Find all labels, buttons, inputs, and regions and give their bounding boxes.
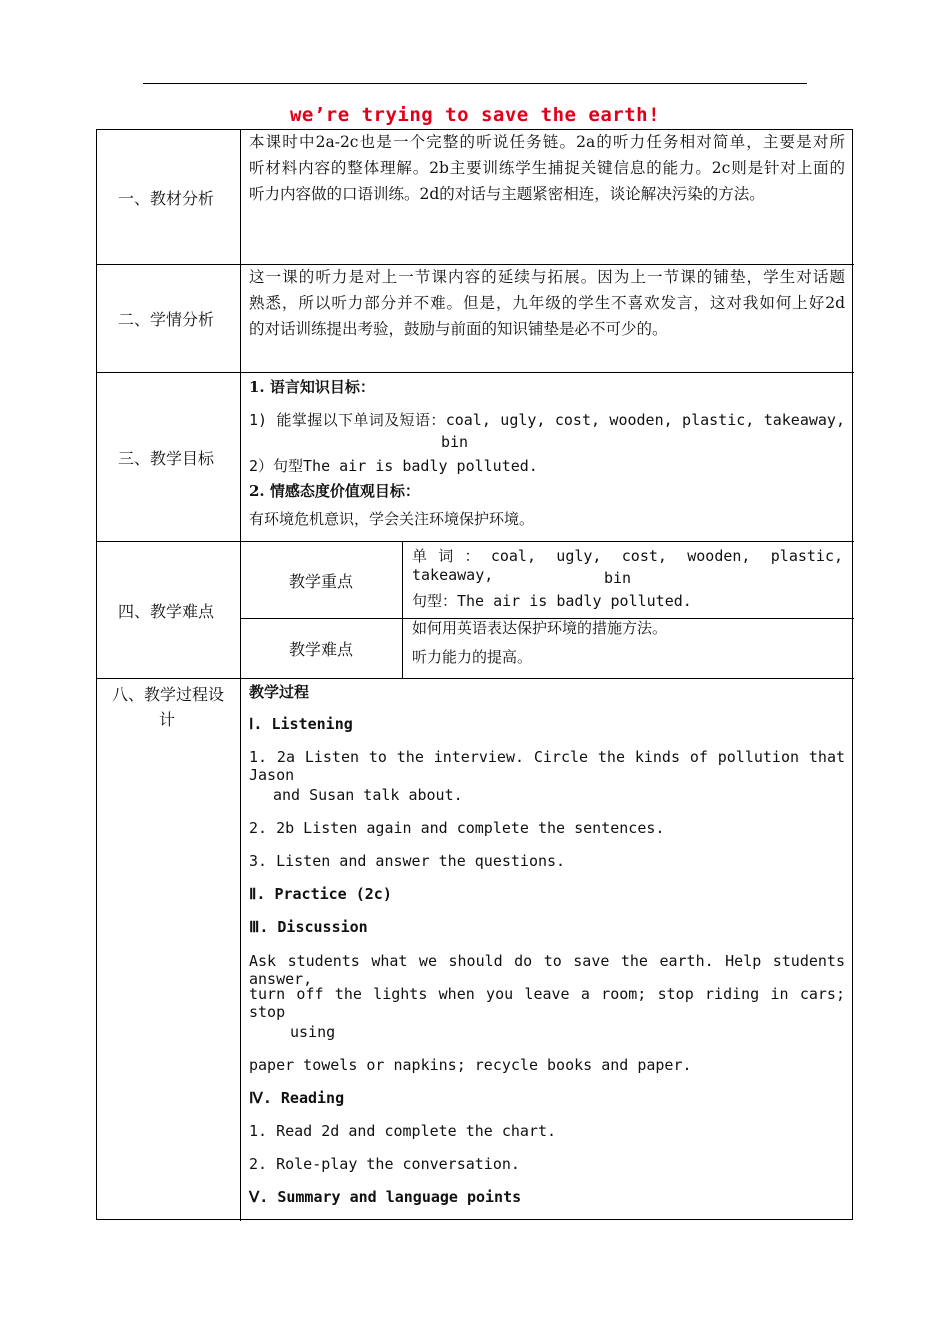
discussion-text: paper towels or napkins; recycle books and paper. [249,1056,692,1074]
text-line: 熟悉，所以听力部分并不难。但是，九年级的学生不喜欢发言，这对我如何上好2d [249,294,845,312]
key-points-sentence: 句型：The air is badly polluted. [412,592,692,610]
process-step: 3. Listen and answer the questions. [249,852,566,870]
difficult-points-label: 教学难点 [289,640,354,659]
subcolumn-divider [402,541,403,678]
key-points-vocabulary-cont: bin [604,569,632,587]
process-part-discussion: Ⅲ. Discussion [249,918,368,936]
goal-vocabulary-cont: bin [441,433,469,451]
text-line: 本课时中2a-2c也是一个完整的听说任务链。2a的听力任务相对简单，主要是对所 [249,133,845,151]
goal-language-title: 1. 语言知识目标： [249,378,375,396]
key-points-label: 教学重点 [289,572,354,591]
goal-attitude-title: 2. 情感态度价值观目标： [249,482,420,500]
discussion-text: turn off the lights when you leave a room; stop riding in cars; stop [249,985,845,1021]
process-step: 1. 2a Listen to the interview. Circle the kinds of pollution that Jason [249,748,845,784]
goal-attitude-text: 有环境危机意识，学会关注环境保护环境。 [249,510,535,528]
process-part-summary: Ⅴ. Summary and language points [249,1188,522,1206]
process-step: 2. 2b Listen again and complete the sentences. [249,819,665,837]
column-divider [240,130,241,1221]
process-part-reading: Ⅳ. Reading [249,1089,345,1107]
process-part-listening: Ⅰ. Listening [249,715,353,733]
row-divider [97,541,854,542]
key-points-vocabulary: 单词：coal, ugly, cost, wooden, plastic, takeaway, [412,547,843,584]
student-analysis-text [249,264,845,342]
section-label-difficulties: 四、教学难点 [118,602,215,621]
discussion-text-cont: using [290,1023,336,1041]
text-line: 听力内容做的口语训练。2d的对话与主题紧密相连，谈论解决污染的方法。 [249,185,765,203]
discussion-text: Ask students what we should do to save the earth. Help students answer, [249,952,845,988]
section-label-textbook-analysis: 一、教材分析 [118,189,215,208]
section-label-process-design-cont: 计 [159,710,176,729]
process-part-practice: Ⅱ. Practice (2c) [249,885,392,903]
process-heading: 教学过程 [249,683,310,701]
textbook-analysis-text [249,129,845,207]
difficult-points-line: 听力能力的提高。 [412,648,533,666]
document-title: we’re trying to save the earth! [289,104,661,126]
process-step-cont: and Susan talk about. [273,786,463,804]
text-line: 这一课的听力是对上一节课内容的延续与拓展。因为上一节课的铺垫，学生对话题 [249,268,845,286]
section-label-process-design: 八、教学过程设 [112,685,225,704]
section-label-student-analysis: 二、学情分析 [118,310,215,329]
difficult-points-line: 如何用英语表达保护环境的措施方法。 [412,619,668,637]
section-label-teaching-goals: 三、教学目标 [118,449,215,468]
header-rule [143,83,807,84]
row-divider [97,678,854,679]
goal-vocabulary: 1) 能掌握以下单词及短语：coal, ugly, cost, wooden, plastic, takeaway, [249,411,845,429]
text-line: 的对话训练提出考验，鼓励与前面的知识铺垫是必不可少的。 [249,320,668,338]
process-step: 1. Read 2d and complete the chart. [249,1122,557,1140]
goal-sentence-pattern: 2）句型The air is badly polluted. [249,457,538,475]
text-line: 听材料内容的整体理解。2b主要训练学生捕捉关键信息的能力。2c则是针对上面的 [249,159,845,177]
row-divider [97,372,854,373]
process-step: 2. Role-play the conversation. [249,1155,520,1173]
